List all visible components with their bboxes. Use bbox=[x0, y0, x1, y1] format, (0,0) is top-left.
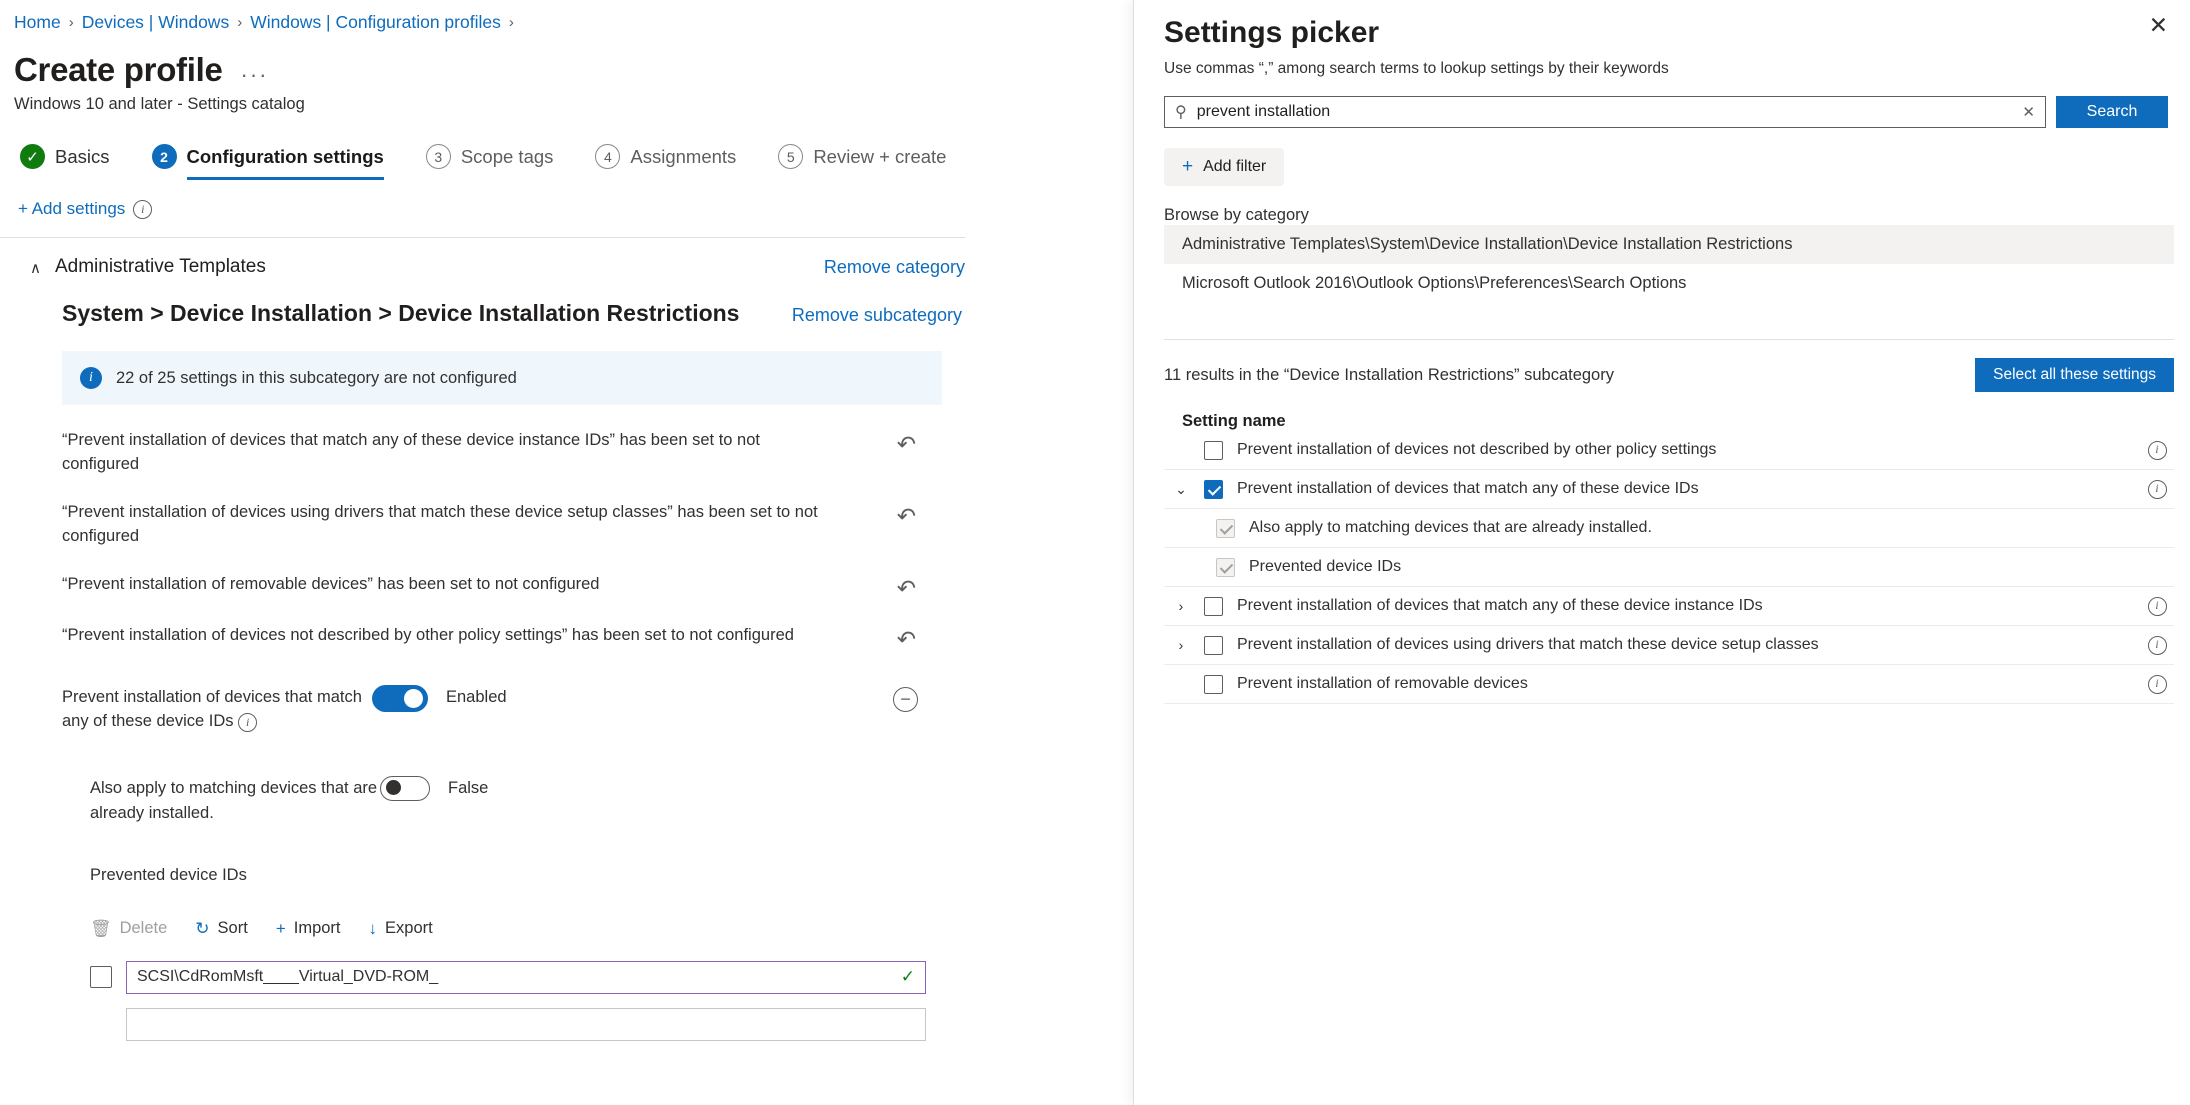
sub-setting-label: Also apply to matching devices that are already installed. bbox=[90, 779, 378, 822]
breadcrumb-separator-icon: › bbox=[508, 14, 514, 31]
result-row[interactable] bbox=[1164, 431, 2174, 470]
undo-icon[interactable]: ↶ bbox=[896, 625, 916, 652]
sub-setting-toggle-state: False bbox=[448, 779, 489, 798]
toggle-knob bbox=[386, 780, 401, 795]
result-child-row bbox=[1164, 548, 2174, 587]
info-icon[interactable]: i bbox=[2140, 479, 2174, 499]
chevron-right-icon[interactable]: › bbox=[1178, 598, 1184, 614]
step-number-badge: 3 bbox=[426, 144, 451, 169]
subcategory-header-row bbox=[62, 278, 962, 327]
category-header-row bbox=[0, 238, 965, 278]
result-checkbox[interactable] bbox=[1204, 636, 1223, 655]
settings-picker-panel bbox=[1133, 0, 2190, 1105]
result-label: Prevent installation of removable devices bbox=[1237, 675, 1528, 692]
device-id-value: SCSI\CdRomMsft____Virtual_DVD-ROM_ bbox=[137, 968, 439, 986]
result-child-checkbox bbox=[1216, 519, 1235, 538]
breadcrumb-separator-icon: › bbox=[68, 14, 74, 31]
settings-picker-header bbox=[1134, 0, 2190, 78]
device-id-input[interactable] bbox=[126, 961, 926, 994]
trash-icon: 🗑 bbox=[90, 918, 112, 938]
category-name: Administrative Templates bbox=[54, 256, 266, 277]
sort-button[interactable] bbox=[195, 919, 248, 939]
setting-description: “Prevent installation of devices that match any of these device instance IDs” has been set to not configured bbox=[62, 431, 760, 473]
sort-icon: ↻ bbox=[195, 918, 210, 938]
info-icon[interactable]: i bbox=[2140, 596, 2174, 616]
wizard-step-label: Basics bbox=[55, 145, 110, 167]
step-number-badge: 5 bbox=[778, 144, 803, 169]
result-child-label: Prevented device IDs bbox=[1249, 558, 1402, 575]
not-configured-setting-row bbox=[62, 549, 942, 600]
wizard-step-assignments[interactable] bbox=[595, 144, 736, 169]
category-option-outlook-search-options[interactable]: Microsoft Outlook 2016\Outlook Options\Preferences\Search Options bbox=[1182, 274, 1687, 292]
sub-setting-toggle[interactable] bbox=[380, 776, 430, 801]
wizard-step-label: Configuration settings bbox=[187, 146, 384, 180]
plus-icon: + bbox=[275, 918, 286, 938]
step-number-badge: ✓ bbox=[20, 144, 45, 169]
info-icon[interactable]: i bbox=[2140, 440, 2174, 460]
result-child-checkbox bbox=[1216, 558, 1235, 577]
browse-by-category-label: Browse by category bbox=[1164, 206, 1309, 224]
select-all-settings-button[interactable]: Select all these settings bbox=[1975, 358, 2174, 392]
wizard-step-configuration-settings[interactable] bbox=[152, 144, 384, 169]
chevron-right-icon[interactable]: › bbox=[1178, 637, 1184, 653]
enabled-setting-row bbox=[62, 685, 942, 735]
category-option-device-installation-restrictions[interactable]: Administrative Templates\System\Device Installation\Device Installation Restrictions bbox=[1164, 225, 2174, 264]
breadcrumb-item-devices-windows[interactable]: Devices | Windows bbox=[81, 12, 230, 32]
breadcrumb-separator-icon: › bbox=[237, 14, 243, 31]
setting-description: “Prevent installation of removable devices” has been set to not configured bbox=[62, 574, 600, 593]
clear-icon[interactable]: ✕ bbox=[2022, 104, 2035, 121]
setting-description: “Prevent installation of devices using drivers that match these device setup classes” has been set to not configured bbox=[62, 502, 818, 545]
chevron-up-icon[interactable]: ∧ bbox=[30, 260, 41, 277]
remove-subcategory-link[interactable]: Remove subcategory bbox=[791, 305, 962, 325]
prevented-device-ids-label: Prevented device IDs bbox=[90, 865, 247, 884]
wizard-step-review-create[interactable] bbox=[778, 144, 946, 169]
not-configured-info-bar bbox=[62, 351, 942, 405]
add-filter-label: Add filter bbox=[1203, 158, 1267, 175]
search-button[interactable]: Search bbox=[2056, 96, 2168, 128]
wizard-step-label: Review + create bbox=[813, 145, 947, 167]
remove-setting-button[interactable]: − bbox=[893, 687, 918, 712]
result-row[interactable] bbox=[1164, 587, 2174, 626]
enabled-setting-toggle-state: Enabled bbox=[446, 687, 507, 706]
page-title: Create profile bbox=[14, 51, 223, 88]
not-configured-setting-row bbox=[62, 405, 942, 477]
page-title-row bbox=[0, 33, 1133, 89]
page-subtitle: Windows 10 and later - Settings catalog bbox=[14, 95, 305, 113]
setting-description: “Prevent installation of devices not described by other policy settings” has been set to not configured bbox=[62, 625, 794, 644]
add-settings-row bbox=[0, 169, 1133, 219]
info-icon[interactable]: i bbox=[2140, 674, 2174, 694]
sub-setting-row bbox=[62, 734, 942, 826]
delete-label: Delete bbox=[119, 919, 168, 938]
results-count: 11 results in the “Device Installation Restrictions” subcategory bbox=[1164, 365, 1614, 384]
not-configured-setting-row bbox=[62, 600, 942, 651]
valid-check-icon: ✓ bbox=[900, 967, 915, 987]
step-number-badge: 2 bbox=[152, 144, 177, 169]
step-number-badge: 4 bbox=[595, 144, 620, 169]
not-configured-setting-row bbox=[62, 477, 942, 549]
search-value: prevent installation bbox=[1196, 103, 1331, 120]
result-child-label: Also apply to matching devices that are already installed. bbox=[1249, 519, 1652, 536]
breadcrumb-item-home[interactable]: Home bbox=[14, 12, 61, 32]
enabled-setting-block bbox=[62, 651, 942, 1041]
enabled-setting-label-text: Prevent installation of devices that match any of these device IDs bbox=[62, 687, 362, 731]
result-label: Prevent installation of devices using drivers that match these device setup classes bbox=[1237, 636, 1819, 653]
wizard-steps bbox=[0, 114, 1133, 169]
plus-icon: + bbox=[1182, 156, 1194, 177]
result-checkbox[interactable] bbox=[1204, 597, 1223, 616]
info-icon[interactable]: i bbox=[133, 200, 152, 219]
info-bar-text: 22 of 25 settings in this subcategory are not configured bbox=[116, 368, 517, 387]
info-icon[interactable]: i bbox=[2140, 635, 2174, 655]
delete-button[interactable] bbox=[90, 919, 167, 939]
search-icon: ⚲ bbox=[1175, 104, 1187, 121]
import-button[interactable] bbox=[276, 919, 341, 939]
result-row[interactable] bbox=[1164, 626, 2174, 665]
device-id-input-empty[interactable] bbox=[126, 1008, 926, 1041]
category-header-left bbox=[0, 256, 266, 278]
wizard-step-scope-tags[interactable] bbox=[426, 144, 554, 169]
toggle-knob bbox=[404, 689, 423, 708]
result-row[interactable] bbox=[1164, 665, 2174, 704]
list-command-bar bbox=[62, 885, 942, 939]
remove-category-link[interactable]: Remove category bbox=[823, 256, 965, 277]
divider bbox=[1164, 339, 2174, 340]
info-icon[interactable]: i bbox=[238, 713, 257, 732]
device-id-row-empty bbox=[62, 994, 942, 1041]
settings-picker-title: Settings picker bbox=[1164, 16, 1380, 49]
result-checkbox[interactable] bbox=[1204, 480, 1223, 499]
search-input[interactable] bbox=[1164, 96, 2046, 128]
undo-icon[interactable]: ↶ bbox=[896, 431, 916, 457]
info-icon: i bbox=[80, 367, 102, 389]
subcategory-title: System > Device Installation > Device Installation Restrictions bbox=[62, 300, 740, 326]
export-button[interactable] bbox=[369, 919, 433, 939]
export-label: Export bbox=[385, 919, 433, 938]
result-checkbox[interactable] bbox=[1204, 441, 1223, 460]
row-checkbox[interactable] bbox=[90, 966, 112, 988]
results-header bbox=[1164, 358, 2174, 392]
wizard-step-label: Assignments bbox=[630, 145, 737, 167]
result-checkbox[interactable] bbox=[1204, 675, 1223, 694]
breadcrumb-item-configuration-profiles[interactable]: Windows | Configuration profiles bbox=[250, 12, 501, 32]
undo-icon[interactable]: ↶ bbox=[896, 574, 916, 601]
filter-row bbox=[1134, 128, 2190, 186]
chevron-down-icon[interactable]: ⌄ bbox=[1175, 480, 1187, 497]
settings-picker-subtitle: Use commas “,” among search terms to lookup settings by their keywords bbox=[1164, 60, 1669, 77]
result-label: Prevent installation of devices not described by other policy settings bbox=[1237, 441, 1717, 458]
sort-label: Sort bbox=[217, 919, 248, 938]
result-child-row bbox=[1164, 509, 2174, 548]
device-id-row bbox=[62, 939, 942, 994]
result-row[interactable] bbox=[1164, 470, 2174, 509]
breadcrumb bbox=[0, 0, 1133, 33]
import-label: Import bbox=[293, 919, 341, 938]
result-label: Prevent installation of devices that match any of these device IDs bbox=[1237, 480, 1699, 497]
results-column-header: Setting name bbox=[1182, 412, 1286, 430]
result-label: Prevent installation of devices that match any of these device instance IDs bbox=[1237, 597, 1763, 614]
close-icon[interactable]: ✕ bbox=[2148, 12, 2168, 38]
wizard-step-label: Scope tags bbox=[460, 145, 554, 167]
add-filter-button[interactable] bbox=[1164, 148, 1284, 186]
enabled-setting-label bbox=[62, 685, 372, 735]
enabled-setting-toggle[interactable] bbox=[372, 685, 428, 712]
wizard-step-basics[interactable] bbox=[20, 144, 110, 169]
more-options-button[interactable]: ··· bbox=[240, 62, 269, 87]
search-row bbox=[1134, 78, 2190, 128]
undo-icon[interactable]: ↶ bbox=[896, 502, 916, 529]
add-settings-link[interactable]: + Add settings bbox=[18, 199, 126, 218]
download-icon: ↓ bbox=[368, 918, 378, 938]
